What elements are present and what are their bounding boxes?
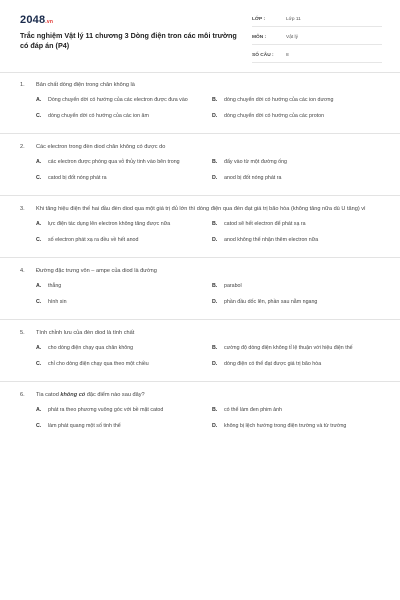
question-list [0,72,400,443]
answer-options [20,155,380,187]
answer-options [20,217,380,249]
answer-option-a[interactable] [36,341,204,357]
option-text: số electron phát xạ ra đều về hết anod [48,237,139,244]
meta-label: MÔN : [252,35,267,40]
question-text: Tính chỉnh lưu của đèn diod là tính chất [36,330,135,336]
option-text: làm phát quang một số tinh thể [48,423,121,430]
question-item [0,258,400,320]
option-letter: B. [212,97,218,104]
option-letter: D. [212,113,218,120]
question-text: Đường đặc trưng vôn – ampe của diod là đường [36,268,157,274]
meta-label: SỐ CÂU : [252,53,274,58]
logo-tld: .vn [45,19,54,25]
option-text: hình sin [48,299,67,306]
answer-option-c[interactable] [36,357,204,373]
meta-value: 8 [286,53,289,58]
answer-option-b[interactable] [212,341,380,357]
option-text: chỉ cho dòng điện chạy qua theo một chiều [48,361,149,368]
option-letter: B. [212,345,218,352]
answer-option-b[interactable] [212,93,380,109]
option-letter: D. [212,175,218,182]
meta-value: Lớp 11 [286,17,301,22]
question-stem [20,391,380,399]
question-number: 6. [20,392,25,398]
page-title: Trắc nghiệm Vật lý 11 chương 3 Dòng điện tron các môi trường có đáp án (P4) [20,31,237,50]
option-letter: C. [36,175,42,182]
answer-options [20,403,380,435]
answer-option-a[interactable] [36,155,204,171]
answer-option-d[interactable] [212,109,380,125]
option-text: các electron được phóng qua vỏ thủy tinh vào bên trong [48,159,180,166]
quiz-meta [252,13,382,67]
answer-option-b[interactable] [212,403,380,419]
answer-option-b[interactable] [212,217,380,233]
page-header [0,0,400,73]
answer-option-b[interactable] [212,155,380,171]
question-text [36,391,380,399]
option-letter: C. [36,237,42,244]
question-text: Khi tăng hiệu điện thế hai đầu đèn diod qua một giá trị đủ lớn thì dòng điện qua đèn đạt giá trị bão hòa (không tăng nữa dù U tăng) vì [36,206,366,212]
question-text-before: Tia catod [36,392,61,398]
option-text: Dòng chuyển dời có hướng của các electron được đưa vào [48,97,188,104]
question-item [0,134,400,196]
option-text: phát ra theo phương vuông góc với bề mặt catod [48,407,164,414]
answer-option-a[interactable] [36,403,204,419]
question-stem [20,143,380,151]
answer-option-a[interactable] [36,93,204,109]
question-text-emphasis: không có [60,392,86,398]
answer-option-d[interactable] [212,295,380,311]
question-item [0,72,400,134]
option-text: anod bị đốt nóng phát ra [224,175,282,182]
option-letter: B. [212,407,218,414]
question-item [0,196,400,258]
question-number: 1. [20,82,25,88]
answer-option-c[interactable] [36,419,204,435]
option-text: dòng chuyển dời có hướng của các proton [224,113,325,120]
option-letter: B. [212,159,218,166]
option-text: đẩy vào từ một đường ống [224,159,287,166]
answer-option-c[interactable] [36,109,204,125]
answer-option-a[interactable] [36,217,204,233]
answer-option-a[interactable] [36,279,204,295]
answer-option-c[interactable] [36,295,204,311]
meta-label: LỚP : [252,17,266,22]
logo-text: 2048 [20,14,46,26]
question-number: 3. [20,206,25,212]
question-text: Các electron trong đèn diod chân không có được do [36,144,166,150]
option-letter: A. [36,97,42,104]
option-letter: C. [36,361,42,368]
question-stem [20,205,380,213]
answer-options [20,341,380,373]
option-letter: A. [36,221,42,228]
meta-row-count [252,49,382,63]
answer-options [20,279,380,311]
option-text: anod không thể nhận thêm electron nữa [224,237,319,244]
meta-row-subject [252,31,382,45]
option-letter: A. [36,345,42,352]
option-text: lực điện tác dụng lên electron không tăng được nữa [48,221,171,228]
site-logo[interactable] [20,14,53,26]
option-text: dòng điện có thể đạt được giá trị bão hòa [224,361,322,368]
question-text: Bản chất dòng điện trong chân không là [36,82,135,88]
option-text: phần đầu dốc lên, phần sau nằm ngang [224,299,318,306]
option-letter: D. [212,299,218,306]
question-item [0,382,400,443]
option-letter: A. [36,283,42,290]
option-letter: D. [212,237,218,244]
answer-option-d[interactable] [212,233,380,249]
question-text-after: đặc điểm nào sau đây? [85,392,145,398]
question-number: 5. [20,330,25,336]
option-text: dòng chuyển dời có hướng của các ion âm [48,113,149,120]
option-letter: A. [36,159,42,166]
option-text: có thể làm đen phim ảnh [224,407,283,414]
question-stem [20,81,380,89]
answer-option-d[interactable] [212,357,380,373]
question-item [0,320,400,382]
answer-option-d[interactable] [212,171,380,187]
option-text: không bị lệch hướng trong điện trường và từ trường [224,423,347,430]
option-letter: D. [212,423,218,430]
option-text: catod sẽ hết electron để phát xạ ra [224,221,306,228]
option-letter: C. [36,423,42,430]
answer-option-d[interactable] [212,419,380,435]
answer-option-b[interactable] [212,279,380,295]
option-text: cường độ dòng điện không tỉ lệ thuận với hiệu điện thế [224,345,353,352]
meta-row-class [252,13,382,27]
meta-value: Vật lý [286,35,298,40]
option-text: catod bị đốt nóng phát ra [48,175,107,182]
option-letter: C. [36,299,42,306]
question-stem [20,329,380,337]
option-letter: B. [212,221,218,228]
answer-option-c[interactable] [36,171,204,187]
option-letter: A. [36,407,42,414]
answer-option-c[interactable] [36,233,204,249]
question-number: 2. [20,144,25,150]
question-stem [20,267,380,275]
answer-options [20,93,380,125]
option-text: thẳng [48,283,62,290]
question-number: 4. [20,268,25,274]
option-text: parabol [224,283,242,290]
option-letter: C. [36,113,42,120]
option-letter: D. [212,361,218,368]
option-text: dòng chuyển dời có hướng của các ion dương [224,97,334,104]
option-text: cho dòng điện chạy qua chân không [48,345,134,352]
option-letter: B. [212,283,218,290]
